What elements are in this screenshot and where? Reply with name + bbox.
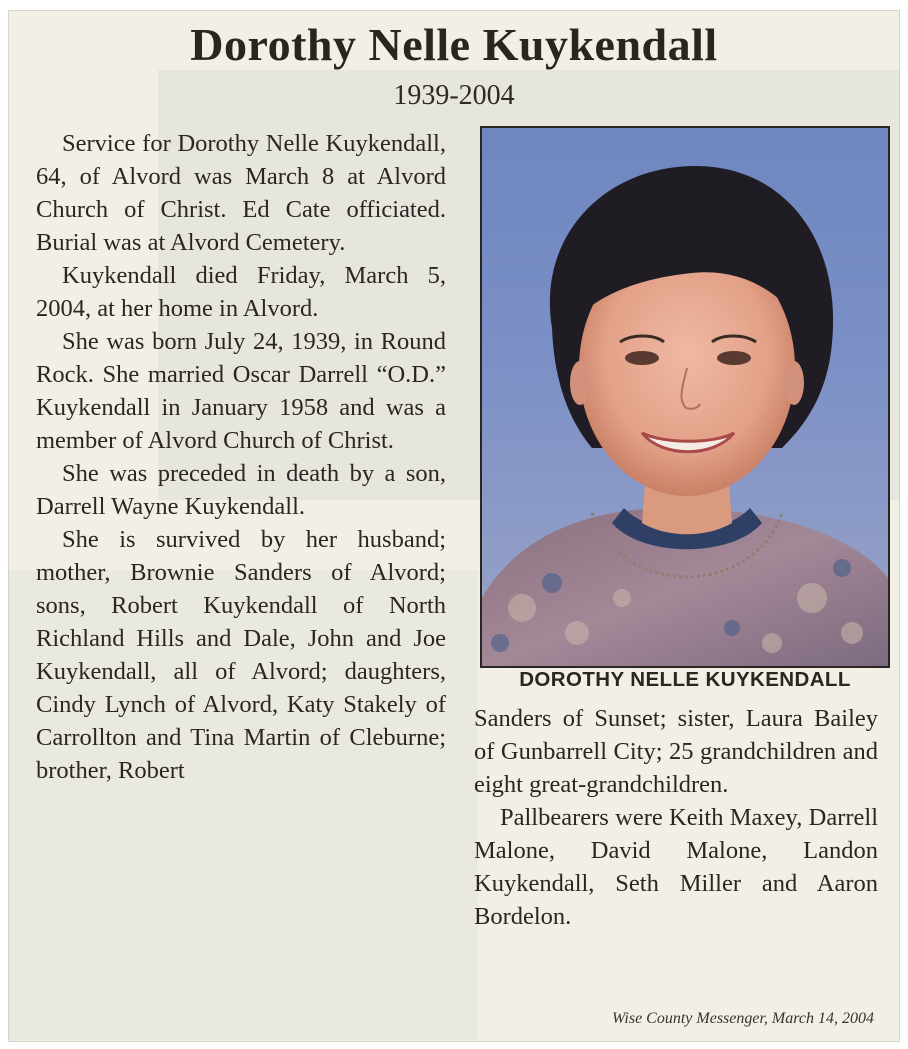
paragraph-pallbearers: Pallbearers were Keith Maxey, Darrell Malone, David Malone, Landon Kuykendall, Seth Miller and Aaron Bordelon.	[474, 804, 878, 930]
paragraph-death: Kuykendall died Friday, March 5, 2004, at her home in Alvord.	[36, 262, 446, 322]
paragraph-survivors-continued: Sanders of Sunset; sister, Laura Bailey of Gunbarrell City; 25 grandchildren and eight great-grandchildren.	[474, 705, 878, 798]
paragraph-service: Service for Dorothy Nelle Kuykendall, 64, of Alvord was March 8 at Alvord Church of Christ. Ed Cate officiated. Burial was at Alvord Cemetery.	[36, 130, 446, 256]
publication-credit: Wise County Messenger, March 14, 2004	[611, 1010, 874, 1027]
paragraph-preceded: She was preceded in death by a son, Darrell Wayne Kuykendall.	[36, 460, 446, 520]
obituary-headline: Dorothy Nelle Kuykendall	[190, 19, 718, 70]
obituary-body-left-column	[36, 127, 446, 787]
paragraph-survivors: She is survived by her husband; mother, Brownie Sanders of Alvord; sons, Robert Kuykendall of North Richland Hills and Dale, John and Joe Kuykendall, all of Alvord; daughters, Cindy Lynch of Alvord, Katy Stakely of Carrollton and Tina Martin of Cleburne; brother, Robert	[36, 526, 446, 784]
obituary-body-right-column	[474, 702, 878, 933]
portrait-image	[482, 128, 888, 666]
paragraph-birth-marriage: She was born July 24, 1939, in Round Rock. She married Oscar Darrell “O.D.” Kuykendall in January 1958 and was a member of Alvord Church of Christ.	[36, 328, 446, 454]
obituary-years: 1939-2004	[393, 80, 515, 111]
portrait-photo	[480, 126, 890, 668]
photo-caption: DOROTHY NELLE KUYKENDALL	[519, 668, 851, 691]
